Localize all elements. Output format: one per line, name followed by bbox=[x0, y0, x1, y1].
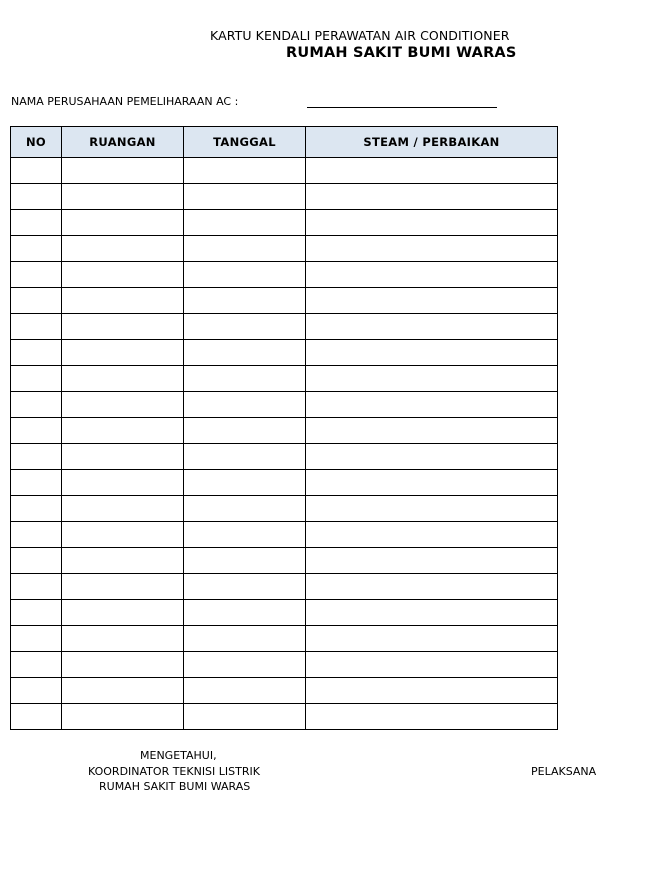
cell-steam-perbaikan bbox=[306, 158, 558, 184]
cell-ruangan bbox=[62, 236, 184, 262]
cell-tanggal bbox=[184, 678, 306, 704]
table-row bbox=[11, 288, 558, 314]
table-row bbox=[11, 444, 558, 470]
table-row bbox=[11, 704, 558, 730]
cell-no bbox=[11, 574, 62, 600]
cell-no bbox=[11, 548, 62, 574]
cell-ruangan bbox=[62, 574, 184, 600]
signature-executor: PELAKSANA bbox=[531, 765, 597, 778]
table-row bbox=[11, 262, 558, 288]
cell-ruangan bbox=[62, 470, 184, 496]
cell-no bbox=[11, 626, 62, 652]
table-row bbox=[11, 548, 558, 574]
signature-coordinator-title: KOORDINATOR TEKNISI LISTRIK bbox=[88, 765, 260, 778]
table-row bbox=[11, 600, 558, 626]
cell-tanggal bbox=[184, 418, 306, 444]
header-ruangan: RUANGAN bbox=[62, 127, 184, 158]
cell-steam-perbaikan bbox=[306, 210, 558, 236]
cell-steam-perbaikan bbox=[306, 236, 558, 262]
table-row bbox=[11, 574, 558, 600]
table-row bbox=[11, 366, 558, 392]
cell-steam-perbaikan bbox=[306, 444, 558, 470]
cell-tanggal bbox=[184, 574, 306, 600]
cell-steam-perbaikan bbox=[306, 600, 558, 626]
cell-tanggal bbox=[184, 236, 306, 262]
cell-steam-perbaikan bbox=[306, 366, 558, 392]
cell-no bbox=[11, 470, 62, 496]
signature-hospital: RUMAH SAKIT BUMI WARAS bbox=[99, 780, 251, 793]
cell-no bbox=[11, 444, 62, 470]
cell-steam-perbaikan bbox=[306, 548, 558, 574]
table-row bbox=[11, 184, 558, 210]
cell-steam-perbaikan bbox=[306, 496, 558, 522]
cell-ruangan bbox=[62, 522, 184, 548]
cell-no bbox=[11, 262, 62, 288]
cell-no bbox=[11, 600, 62, 626]
cell-no bbox=[11, 288, 62, 314]
cell-no bbox=[11, 340, 62, 366]
cell-tanggal bbox=[184, 184, 306, 210]
cell-tanggal bbox=[184, 392, 306, 418]
cell-steam-perbaikan bbox=[306, 418, 558, 444]
company-fill-line bbox=[307, 107, 497, 108]
cell-steam-perbaikan bbox=[306, 184, 558, 210]
cell-no bbox=[11, 496, 62, 522]
header-tanggal: TANGGAL bbox=[184, 127, 306, 158]
cell-no bbox=[11, 184, 62, 210]
table-row bbox=[11, 392, 558, 418]
cell-tanggal bbox=[184, 600, 306, 626]
cell-ruangan bbox=[62, 548, 184, 574]
cell-ruangan bbox=[62, 366, 184, 392]
cell-ruangan bbox=[62, 314, 184, 340]
table-row bbox=[11, 158, 558, 184]
cell-tanggal bbox=[184, 548, 306, 574]
cell-no bbox=[11, 418, 62, 444]
cell-tanggal bbox=[184, 158, 306, 184]
cell-ruangan bbox=[62, 184, 184, 210]
table-row bbox=[11, 418, 558, 444]
cell-no bbox=[11, 236, 62, 262]
header-no: NO bbox=[11, 127, 62, 158]
cell-ruangan bbox=[62, 418, 184, 444]
cell-ruangan bbox=[62, 340, 184, 366]
cell-ruangan bbox=[62, 262, 184, 288]
cell-no bbox=[11, 158, 62, 184]
cell-no bbox=[11, 652, 62, 678]
cell-steam-perbaikan bbox=[306, 288, 558, 314]
hospital-name: RUMAH SAKIT BUMI WARAS bbox=[286, 45, 517, 61]
cell-tanggal bbox=[184, 626, 306, 652]
cell-steam-perbaikan bbox=[306, 340, 558, 366]
cell-tanggal bbox=[184, 704, 306, 730]
cell-steam-perbaikan bbox=[306, 262, 558, 288]
table-row bbox=[11, 522, 558, 548]
cell-tanggal bbox=[184, 366, 306, 392]
cell-no bbox=[11, 366, 62, 392]
document-title: KARTU KENDALI PERAWATAN AIR CONDITIONER bbox=[210, 28, 510, 43]
cell-tanggal bbox=[184, 470, 306, 496]
cell-steam-perbaikan bbox=[306, 522, 558, 548]
cell-ruangan bbox=[62, 444, 184, 470]
cell-steam-perbaikan bbox=[306, 704, 558, 730]
cell-no bbox=[11, 678, 62, 704]
cell-ruangan bbox=[62, 678, 184, 704]
cell-no bbox=[11, 522, 62, 548]
table-row bbox=[11, 496, 558, 522]
cell-ruangan bbox=[62, 288, 184, 314]
header-steam-perbaikan: STEAM / PERBAIKAN bbox=[306, 127, 558, 158]
cell-ruangan bbox=[62, 600, 184, 626]
cell-ruangan bbox=[62, 626, 184, 652]
cell-ruangan bbox=[62, 392, 184, 418]
table-body bbox=[11, 158, 558, 730]
cell-steam-perbaikan bbox=[306, 470, 558, 496]
cell-ruangan bbox=[62, 210, 184, 236]
table-row bbox=[11, 236, 558, 262]
cell-ruangan bbox=[62, 704, 184, 730]
cell-tanggal bbox=[184, 210, 306, 236]
cell-tanggal bbox=[184, 340, 306, 366]
cell-tanggal bbox=[184, 262, 306, 288]
table-row bbox=[11, 210, 558, 236]
table-row bbox=[11, 678, 558, 704]
cell-no bbox=[11, 392, 62, 418]
maintenance-table bbox=[10, 126, 558, 730]
cell-no bbox=[11, 210, 62, 236]
cell-tanggal bbox=[184, 522, 306, 548]
table-row bbox=[11, 314, 558, 340]
cell-no bbox=[11, 314, 62, 340]
cell-steam-perbaikan bbox=[306, 678, 558, 704]
table-header-row bbox=[11, 127, 558, 158]
cell-steam-perbaikan bbox=[306, 652, 558, 678]
company-label: NAMA PERUSAHAAN PEMELIHARAAN AC : bbox=[11, 95, 239, 108]
table-row bbox=[11, 652, 558, 678]
cell-no bbox=[11, 704, 62, 730]
cell-ruangan bbox=[62, 158, 184, 184]
cell-tanggal bbox=[184, 496, 306, 522]
signature-acknowledged: MENGETAHUI, bbox=[140, 749, 217, 762]
cell-ruangan bbox=[62, 496, 184, 522]
cell-tanggal bbox=[184, 288, 306, 314]
cell-tanggal bbox=[184, 652, 306, 678]
cell-ruangan bbox=[62, 652, 184, 678]
table-row bbox=[11, 340, 558, 366]
table-row bbox=[11, 626, 558, 652]
cell-steam-perbaikan bbox=[306, 314, 558, 340]
cell-tanggal bbox=[184, 444, 306, 470]
table-row bbox=[11, 470, 558, 496]
cell-tanggal bbox=[184, 314, 306, 340]
cell-steam-perbaikan bbox=[306, 392, 558, 418]
cell-steam-perbaikan bbox=[306, 626, 558, 652]
cell-steam-perbaikan bbox=[306, 574, 558, 600]
